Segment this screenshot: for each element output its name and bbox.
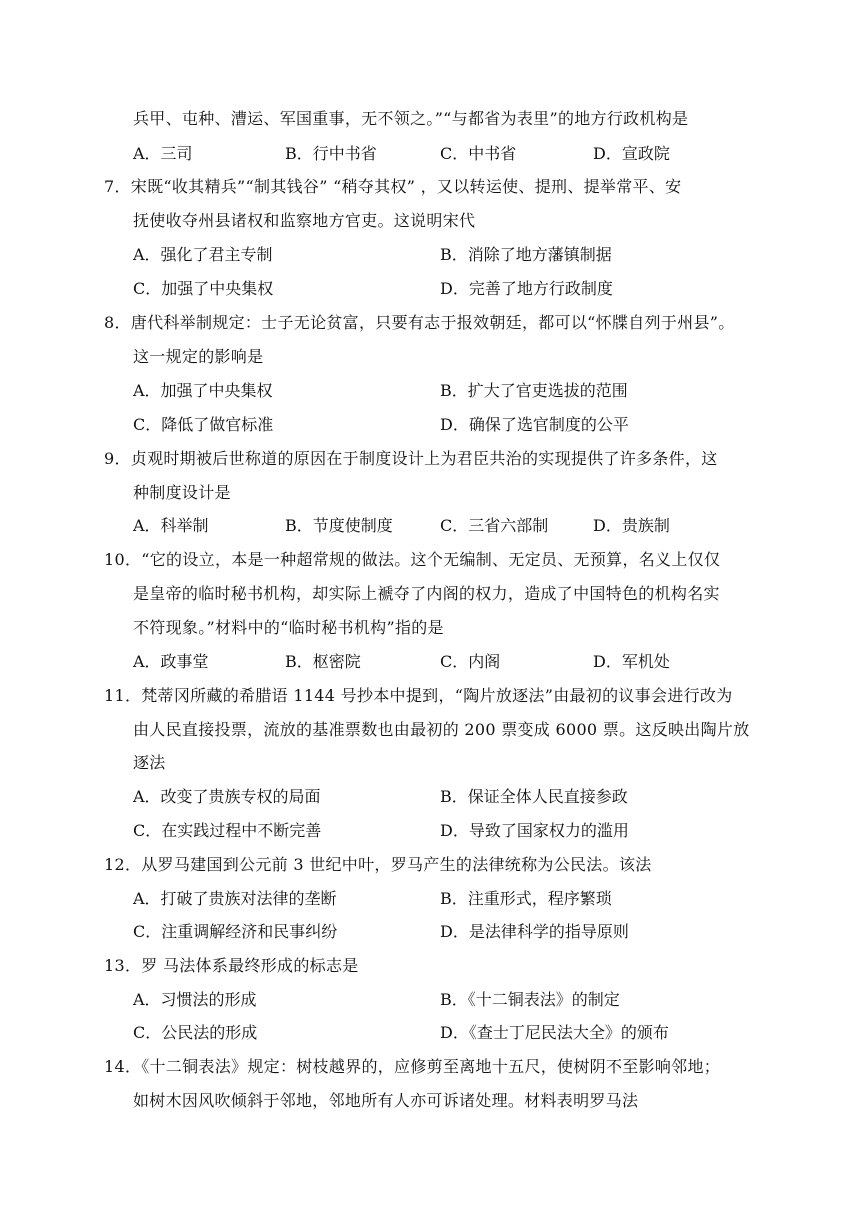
q10-option-a: A．政事堂 [133,652,209,671]
q11-option-c: C．在实践过程中不断完善 [133,821,322,840]
q10-option-d: D．军机处 [593,652,670,671]
q7-option-a: A．强化了君主专制 [133,245,273,264]
q10-stem-line2: 是皇帝的临时秘书机构，却实际上褫夺了内阁的权力，造成了中国特色的机构名实 [133,584,720,603]
q11-stem-line3: 逐法 [133,753,166,772]
q8-option-b: B．扩大了官吏选拔的范围 [440,381,628,400]
q12-option-c: C．注重调解经济和民事纠纷 [133,922,338,941]
q9-stem-line1: 9．贞观时期被后世称道的原因在于制度设计上为君臣共治的实现提供了许多条件，这 [104,449,718,468]
q12-stem-line1: 12．从罗马建国到公元前 3 世纪中叶，罗马产生的法律统称为公民法。该法 [104,855,652,874]
q9-option-d: D．贵族制 [593,516,670,535]
q11-option-b: B．保证全体人民直接参政 [440,787,628,806]
q12-option-d: D．是法律科学的指导原则 [440,922,629,941]
q8-option-d: D．确保了选官制度的公平 [440,415,629,434]
q14-stem-line2: 如树木因风吹倾斜于邻地，邻地所有人亦可诉诸处理。材料表明罗马法 [133,1091,639,1110]
q9-option-b: B．节度使制度 [285,516,393,535]
q9-stem-line2: 种制度设计是 [133,483,231,502]
q12-option-a: A．打破了贵族对法律的垄断 [133,889,337,908]
q10-stem-line3: 不符现象。”材料中的“临时秘书机构”指的是 [133,618,444,637]
q10-option-b: B．枢密院 [285,652,361,671]
q8-stem-line2: 这一规定的影响是 [133,347,264,366]
q9-option-a: A．科举制 [133,516,209,535]
q6-option-b: B．行中书省 [285,144,377,163]
q7-option-b: B．消除了地方藩镇制据 [440,245,612,264]
q11-option-d: D．导致了国家权力的滥用 [440,821,629,840]
q13-option-a: A．习惯法的形成 [133,990,257,1009]
q8-stem-line1: 8．唐代科举制规定：士子无论贫富，只要有志于报效朝廷，都可以“怀牒自列于州县”。 [104,313,735,332]
q13-stem-line1: 13．罗 马法体系最终形成的标志是 [104,956,359,975]
q7-option-d: D．完善了地方行政制度 [440,279,613,298]
q11-option-a: A．改变了贵族专权的局面 [133,787,321,806]
q10-stem-line1: 10．“它的设立，本是一种超常规的做法。这个无编制、无定员、无预算，名义上仅仅 [104,550,721,569]
q7-option-c: C．加强了中央集权 [133,279,274,298]
q10-option-c: C．内阁 [440,652,501,671]
q13-option-b: B．《十二铜表法》的制定 [440,990,620,1009]
q11-stem-line1: 11．梵蒂冈所藏的希腊语 1144 号抄本中提到，“陶片放逐法”由最初的议事会进行改为 [104,686,733,705]
q13-option-c: C．公民法的形成 [133,1023,258,1042]
q9-option-c: C．三省六部制 [440,516,549,535]
q6-option-d: D．宣政院 [593,144,670,163]
q12-option-b: B．注重形式，程序繁琐 [440,889,612,908]
q6-option-c: C．中书省 [440,144,517,163]
q8-option-c: C．降低了做官标准 [133,415,274,434]
q6-stem-line1: 兵甲、屯种、漕运、军国重事，无不领之。”“与都省为表里”的地方行政机构是 [133,109,689,128]
q11-stem-line2: 由人民直接投票，流放的基准票数也由最初的 200 票变成 6000 票。这反映出陶片放 [133,720,750,739]
q8-option-a: A．加强了中央集权 [133,381,273,400]
q7-stem-line1: 7．宋既“收其精兵”“制其钱谷” “稍夺其权” ，又以转运使、提刑、提举常平、安 [104,177,682,196]
q13-option-d: D．《查士丁尼民法大全》的颁布 [440,1023,669,1042]
q6-option-a: A．三司 [133,144,193,163]
q14-stem-line1: 14．《十二铜表法》规定：树枝越界的，应修剪至离地十五尺，使树阴不至影响邻地； [104,1057,721,1076]
q7-stem-line2: 抚使收夺州县诸权和监察地方官吏。这说明宋代 [133,211,476,230]
